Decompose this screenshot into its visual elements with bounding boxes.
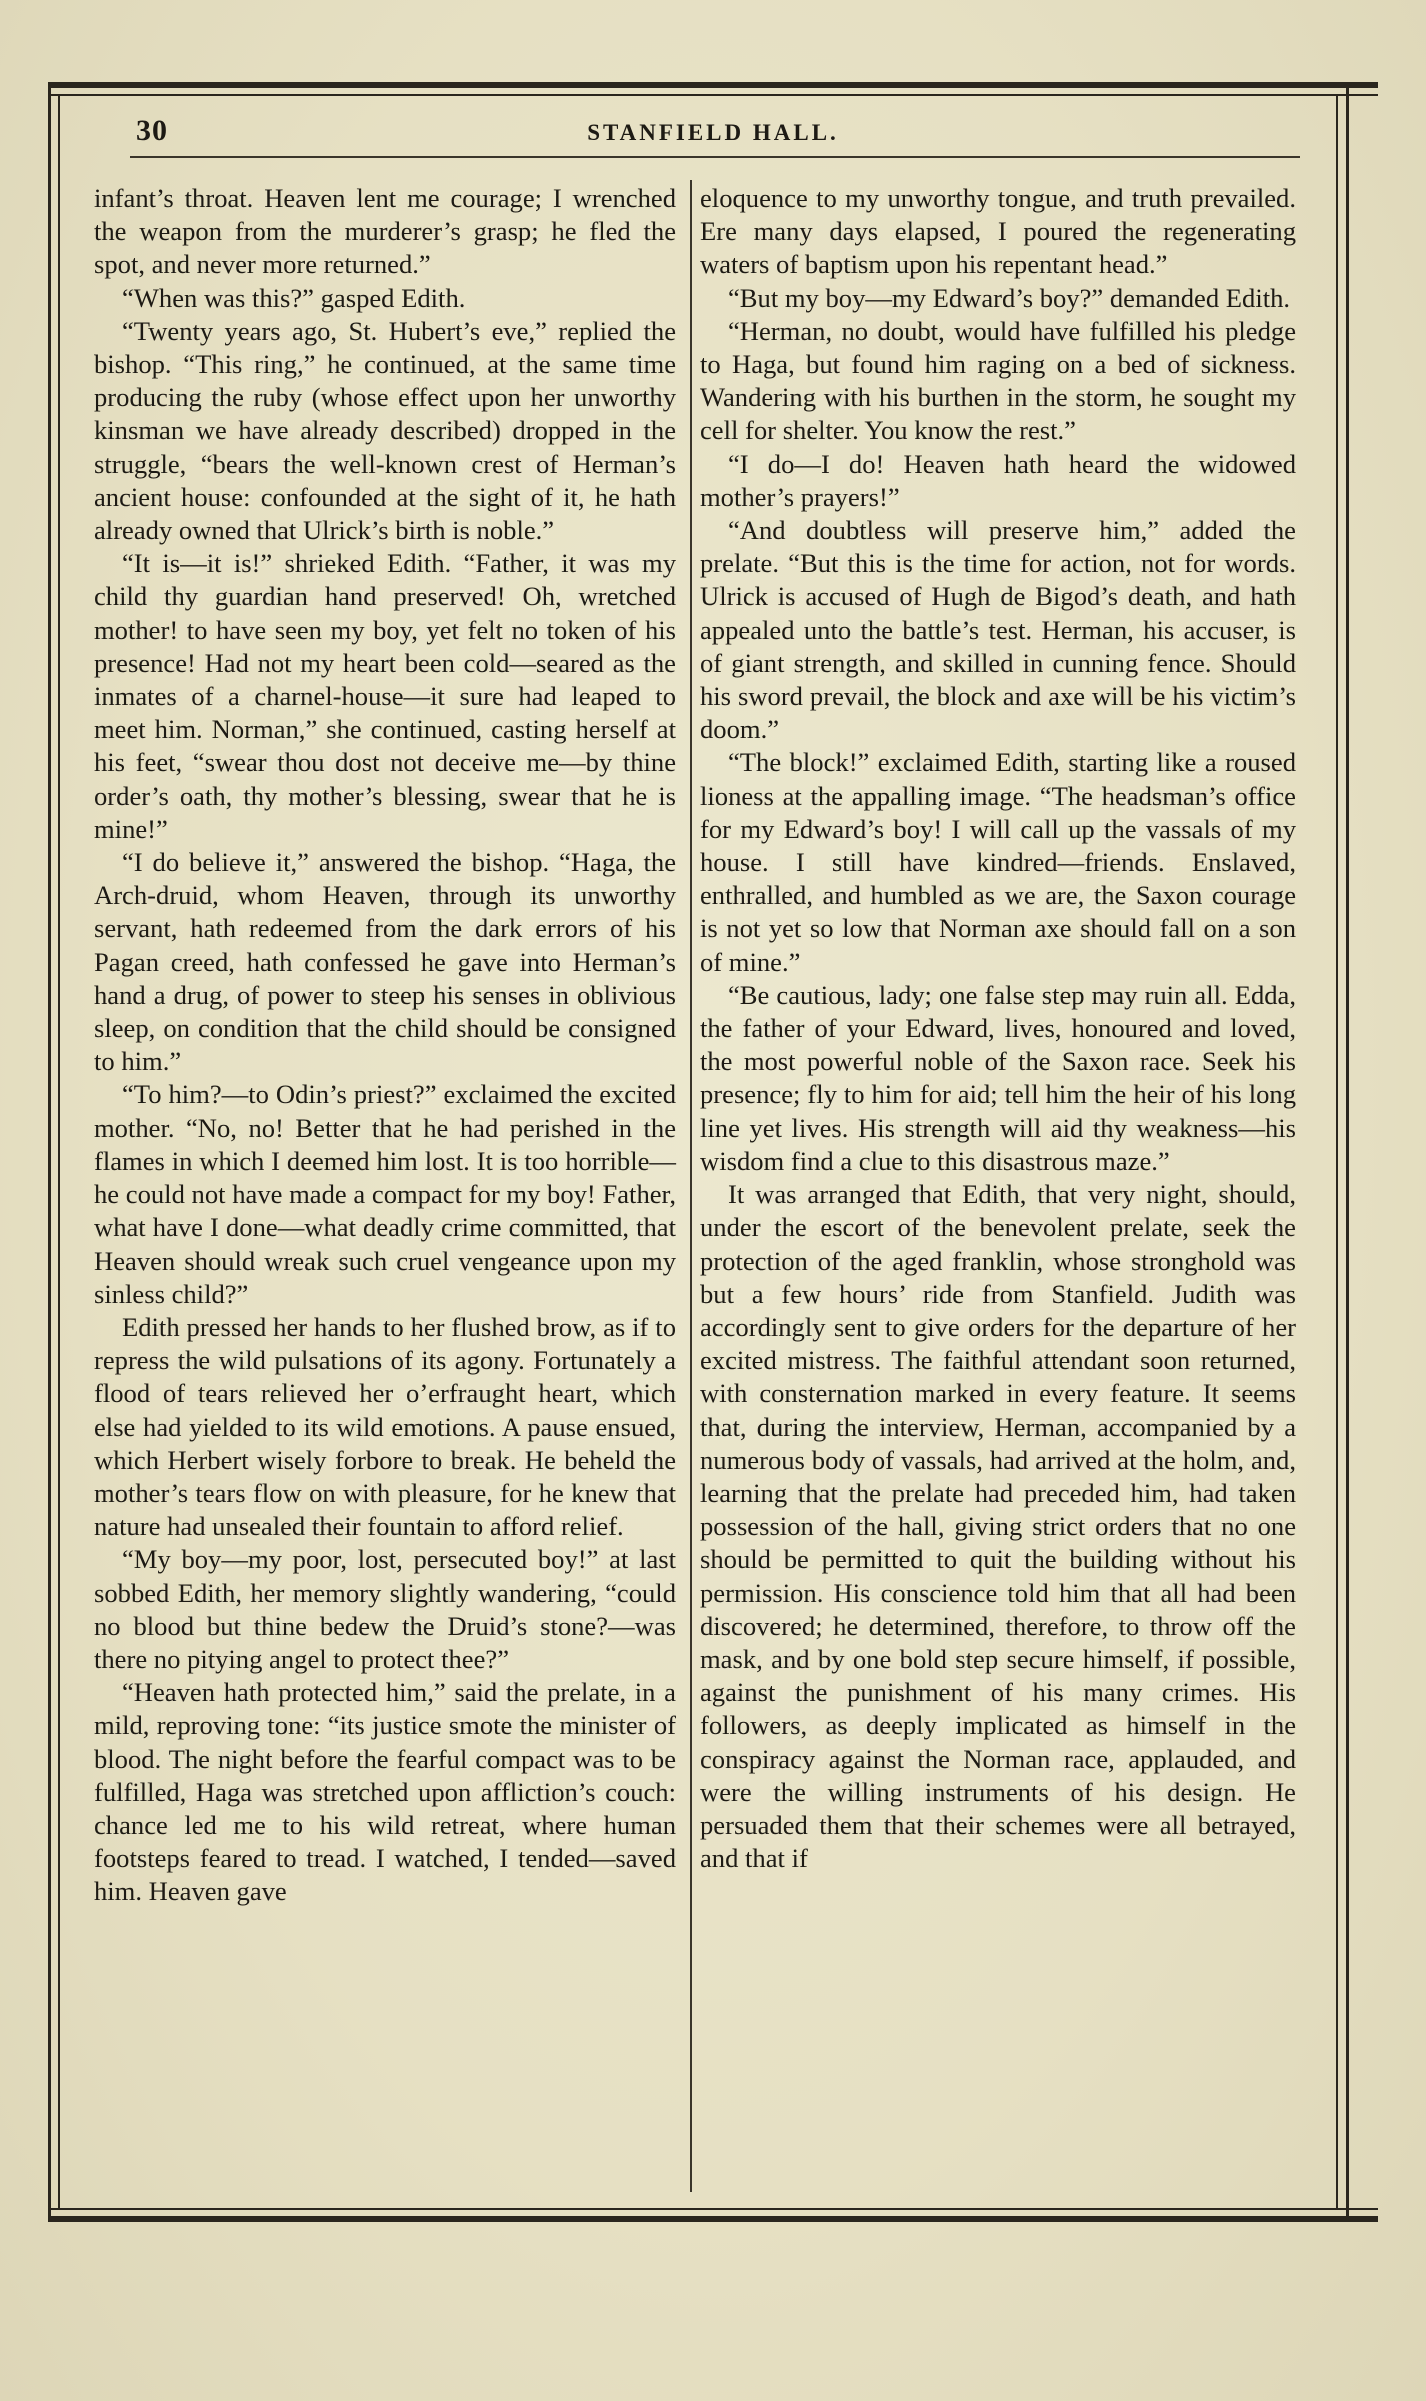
- paragraph: “But my boy—my Edward’s boy?” demanded Edith.: [728, 282, 1291, 313]
- paragraph: “Twenty years ago, St. Hubert’s eve,” replied the bishop. “This ring,” he continued, at the same time producing the ruby (whose effect upon her unworthy kinsman we have already described) dropped in the struggle, “bears the well-known crest of Herman’s ancient house: confounded at the sight of it, he hath already owned that Ulrick’s birth is noble.”: [94, 315, 676, 546]
- left-column: [94, 182, 676, 1909]
- paragraph-continued: infant’s throat. Heaven lent me courage; I wrenched the weapon from the murderer’s grasp; he fled the spot, and never more returned.”: [94, 183, 676, 280]
- right-column: [700, 182, 1296, 1875]
- paragraph: “And doubtless will preserve him,” added the prelate. “But this is the time for action, not for words. Ulrick is accused of Hugh de Bigod’s death, and hath appealed unto the battle’s test. Herman, his accuser, is of giant strength, and skilled in cunning fence. Should his sword prevail, the block and axe will be his victim’s doom.”: [700, 515, 1296, 745]
- paragraph: “Herman, no doubt, would have fulfilled his pledge to Haga, but found him raging on a bed of sickness. Wandering with his burthen in the storm, he sought my cell for shelter. You know the rest.”: [700, 315, 1296, 446]
- paragraph: “Be cautious, lady; one false step may ruin all. Edda, the father of your Edward, lives, honoured and loved, the most powerful noble of the Saxon race. Seek his presence; fly to him for aid; tell him the heir of his long line yet lives. His strength will aid thy weakness—his wisdom find a clue to this disastrous maze.”: [700, 979, 1296, 1176]
- paragraph: “It is—it is!” shrieked Edith. “Father, it was my child thy guardian hand preserved! Oh, wretched mother! to have seen my boy, yet felt no token of his presence! Had not my heart been cold—seared as the inmates of a charnel-house—it sure had leaped to meet him. Norman,” she continued, casting herself at his feet, “swear thou dost not deceive me—by thine order’s oath, thy mother’s blessing, swear that he is mine!”: [94, 548, 676, 844]
- paragraph: “I do believe it,” answered the bishop. “Haga, the Arch-druid, whom Heaven, through its unworthy servant, hath redeemed from the dark errors of his Pagan creed, hath confessed he gave into Herman’s hand a drug, of power to steep his senses in oblivious sleep, on condition that the child should be consigned to him.”: [94, 847, 676, 1077]
- paragraph-continued: eloquence to my unworthy tongue, and truth prevailed. Ere many days elapsed, I poured the regenerating waters of baptism upon his repentant head.”: [700, 183, 1296, 280]
- paragraph: “I do—I do! Heaven hath heard the widowed mother’s prayers!”: [700, 448, 1296, 512]
- paragraph: “My boy—my poor, lost, persecuted boy!” at last sobbed Edith, her memory slightly wandering, “could no blood but thine bedew the Druid’s stone?—was there no pitying angel to protect thee?”: [94, 1544, 676, 1674]
- right-border-outer: [1346, 82, 1349, 2222]
- right-border-inner: [1336, 94, 1338, 2208]
- paragraph: It was arranged that Edith, that very night, should, under the escort of the benevolent prelate, seek the protection of the aged franklin, whose stronghold was but a few hours’ ride from Stanfield. Judith was accordingly sent to give orders for the departure of her excited mistress. The faithful attendant soon returned, with consternation marked in every feature. It seems that, during the interview, Herman, accompanied by a numerous body of vassals, had arrived at the holm, and, learning that the prelate had preceded him, had taken possession of the hall, giving strict orders that no one should be permitted to quit the building without his permission. His conscience told him that all had been discovered; he determined, therefore, to throw off the mask, and by one bold step secure himself, if possible, against the punishment of his many crimes. His followers, as deeply implicated as himself in the conspiracy against the Norman race, applauded, and were the willing instruments of his design. He persuaded them that their schemes were all betrayed, and that if: [700, 1179, 1296, 1874]
- paragraph: “The block!” exclaimed Edith, starting like a roused lioness at the appalling image. “The headsman’s office for my Edward’s boy! I will call up the vassals of my house. I still have kindred—friends. Enslaved, enthralled, and humbled as we are, the Saxon courage is not yet so low that Norman axe should fall on a son of mine.”: [700, 747, 1296, 977]
- header-rule: [130, 156, 1300, 158]
- top-border-thick: [48, 82, 1378, 88]
- page-number: 30: [136, 114, 168, 147]
- paragraph: “To him?—to Odin’s priest?” exclaimed the excited mother. “No, no! Better that he had perished in the flames in which I deemed him lost. It is too horrible—he could not have made a compact for my boy! Father, what have I done—what deadly crime committed, that Heaven should wreak such cruel vengeance upon my sinless child?”: [94, 1079, 676, 1309]
- left-border-inner: [58, 94, 60, 2208]
- left-border-outer: [48, 82, 51, 2222]
- bottom-border-thick: [48, 2216, 1378, 2222]
- top-border-thin: [48, 94, 1378, 96]
- bottom-border-thin: [48, 2208, 1378, 2210]
- paragraph: “Heaven hath protected him,” said the prelate, in a mild, reproving tone: “its justice smote the minister of blood. The night before the fearful compact was to be fulfilled, Haga was stretched upon affliction’s couch: chance led me to his wild retreat, where human footsteps feared to tread. I watched, I tended—saved him. Heaven gave: [94, 1677, 676, 1907]
- paragraph: Edith pressed her hands to her flushed brow, as if to repress the wild pulsations of its agony. Fortunately a flood of tears relieved her o’erfraught heart, which else had yielded to its wild emotions. A pause ensued, which Herbert wisely forbore to break. He beheld the mother’s tears flow on with pleasure, for he knew that nature had unsealed their fountain to afford relief.: [94, 1311, 676, 1542]
- paragraph: “When was this?” gasped Edith.: [122, 282, 466, 313]
- column-divider: [690, 180, 692, 2192]
- running-title: STANFIELD HALL.: [587, 120, 839, 145]
